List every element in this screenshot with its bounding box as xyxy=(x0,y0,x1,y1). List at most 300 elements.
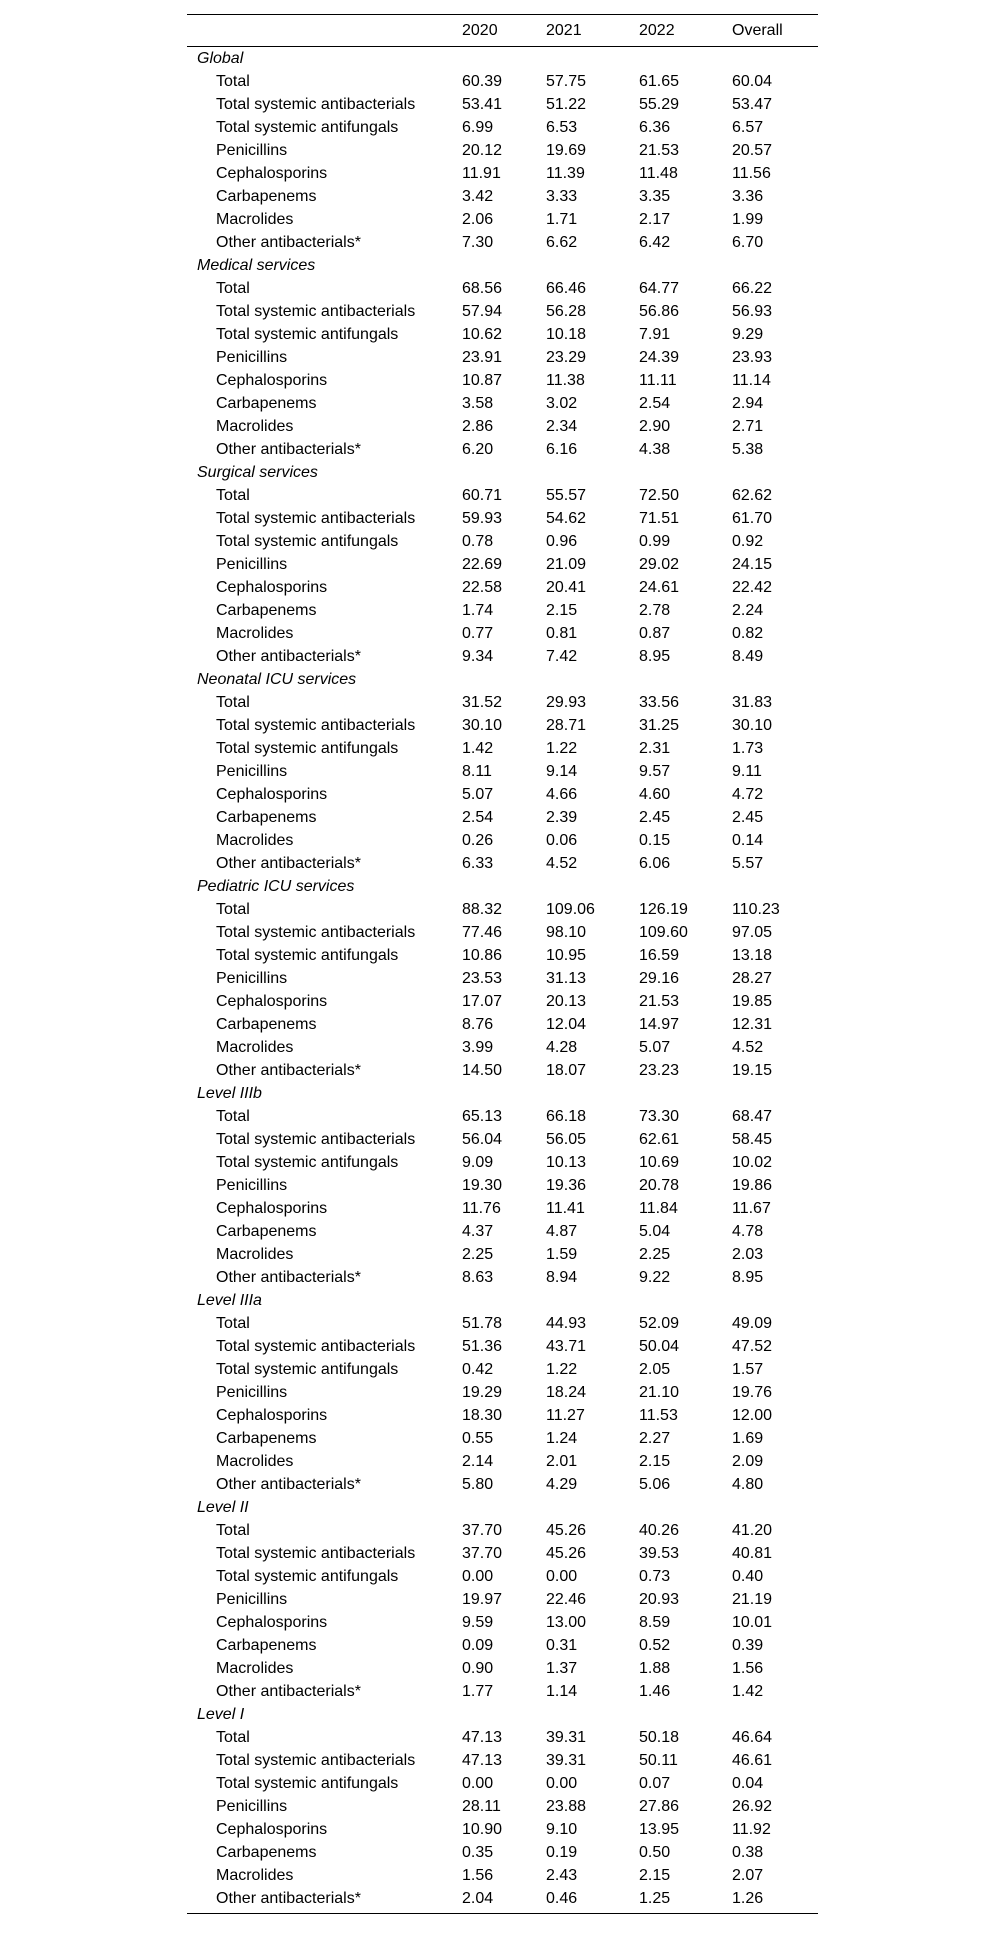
group-label: Pediatric ICU services xyxy=(197,878,355,895)
cell-overall: 53.47 xyxy=(732,96,773,113)
cell-overall: 12.00 xyxy=(732,1407,773,1424)
cell-2020: 0.35 xyxy=(462,1844,494,1861)
cell-2020: 4.37 xyxy=(462,1223,494,1240)
cell-overall: 24.15 xyxy=(732,556,773,573)
row-label: Carbapenems xyxy=(216,1223,317,1240)
cell-2021: 2.15 xyxy=(546,602,578,619)
table-row xyxy=(187,990,818,1013)
cell-2022: 9.22 xyxy=(639,1269,671,1286)
cell-overall: 6.70 xyxy=(732,234,764,251)
cell-overall: 31.83 xyxy=(732,694,773,711)
cell-2022: 50.18 xyxy=(639,1729,680,1746)
cell-2022: 2.31 xyxy=(639,740,671,757)
cell-2022: 0.73 xyxy=(639,1568,671,1585)
cell-2020: 0.09 xyxy=(462,1637,494,1654)
table-row xyxy=(187,737,818,760)
row-label: Total xyxy=(216,694,250,711)
cell-2022: 16.59 xyxy=(639,947,680,964)
cell-overall: 9.11 xyxy=(732,763,762,780)
cell-2020: 60.71 xyxy=(462,487,503,504)
row-label: Total xyxy=(216,1108,250,1125)
row-label: Total xyxy=(216,1729,250,1746)
cell-overall: 66.22 xyxy=(732,280,773,297)
cell-2020: 19.30 xyxy=(462,1177,503,1194)
table-row xyxy=(187,1427,818,1450)
cell-2022: 126.19 xyxy=(639,901,688,918)
cell-overall: 4.72 xyxy=(732,786,764,803)
row-label: Cephalosporins xyxy=(216,1821,328,1838)
table-row xyxy=(187,1749,818,1772)
cell-2022: 2.54 xyxy=(639,395,671,412)
row-label: Macrolides xyxy=(216,625,294,642)
cell-2020: 10.90 xyxy=(462,1821,503,1838)
table-row xyxy=(187,645,818,668)
table-row xyxy=(187,622,818,645)
cell-2022: 72.50 xyxy=(639,487,680,504)
cell-overall: 3.36 xyxy=(732,188,764,205)
row-label: Macrolides xyxy=(216,1453,294,1470)
table-row xyxy=(187,438,818,461)
cell-2020: 22.58 xyxy=(462,579,503,596)
row-label: Other antibacterials* xyxy=(216,1683,361,1700)
cell-2021: 18.07 xyxy=(546,1062,587,1079)
cell-2022: 0.99 xyxy=(639,533,671,550)
cell-2022: 52.09 xyxy=(639,1315,680,1332)
cell-2022: 6.36 xyxy=(639,119,671,136)
row-label: Total systemic antifungals xyxy=(216,740,399,757)
cell-2021: 11.41 xyxy=(546,1200,585,1217)
row-label: Total systemic antibacterials xyxy=(216,96,416,113)
row-label: Total systemic antibacterials xyxy=(216,303,416,320)
table-row xyxy=(187,93,818,116)
cell-2021: 39.31 xyxy=(546,1729,587,1746)
cell-2022: 2.17 xyxy=(639,211,671,228)
cell-2020: 56.04 xyxy=(462,1131,503,1148)
cell-2021: 10.18 xyxy=(546,326,587,343)
cell-2022: 11.48 xyxy=(639,165,678,182)
table-row xyxy=(187,1220,818,1243)
cell-2022: 1.88 xyxy=(639,1660,671,1677)
row-label: Penicillins xyxy=(216,1177,288,1194)
cell-2021: 56.28 xyxy=(546,303,587,320)
cell-2021: 6.53 xyxy=(546,119,578,136)
cell-2022: 2.78 xyxy=(639,602,671,619)
table-row xyxy=(187,967,818,990)
cell-2021: 9.14 xyxy=(546,763,578,780)
group-label: Level IIIa xyxy=(197,1292,262,1309)
cell-2021: 7.42 xyxy=(546,648,578,665)
row-label: Total xyxy=(216,1522,250,1539)
cell-2022: 71.51 xyxy=(639,510,680,527)
cell-overall: 2.07 xyxy=(732,1867,764,1884)
cell-2021: 6.16 xyxy=(546,441,578,458)
row-label: Penicillins xyxy=(216,556,288,573)
table-row xyxy=(187,70,818,93)
table-row xyxy=(187,1335,818,1358)
cell-2022: 2.90 xyxy=(639,418,671,435)
cell-overall: 30.10 xyxy=(732,717,773,734)
cell-overall: 49.09 xyxy=(732,1315,773,1332)
cell-2021: 9.10 xyxy=(546,1821,578,1838)
table-row xyxy=(187,760,818,783)
cell-2020: 10.86 xyxy=(462,947,503,964)
group-label: Level I xyxy=(197,1706,245,1723)
table-row xyxy=(187,1864,818,1887)
cell-2021: 23.88 xyxy=(546,1798,587,1815)
table-row xyxy=(187,162,818,185)
cell-2021: 4.87 xyxy=(546,1223,578,1240)
table-row xyxy=(187,1611,818,1634)
cell-2020: 1.77 xyxy=(462,1683,494,1700)
cell-2021: 12.04 xyxy=(546,1016,587,1033)
cell-2022: 0.07 xyxy=(639,1775,671,1792)
cell-2020: 37.70 xyxy=(462,1545,503,1562)
cell-2022: 8.95 xyxy=(639,648,671,665)
group-label: Surgical services xyxy=(197,464,318,481)
table-row xyxy=(187,1634,818,1657)
cell-2020: 7.30 xyxy=(462,234,494,251)
row-label: Macrolides xyxy=(216,211,294,228)
cell-2022: 24.61 xyxy=(639,579,680,596)
cell-2022: 7.91 xyxy=(639,326,671,343)
cell-overall: 22.42 xyxy=(732,579,773,596)
cell-2022: 23.23 xyxy=(639,1062,680,1079)
cell-overall: 9.29 xyxy=(732,326,764,343)
table-row xyxy=(187,829,818,852)
cell-2021: 0.81 xyxy=(546,625,578,642)
cell-2022: 29.16 xyxy=(639,970,680,987)
group-header-row xyxy=(187,875,818,898)
cell-2020: 1.74 xyxy=(462,602,494,619)
group-header-row xyxy=(187,1082,818,1105)
cell-2021: 10.13 xyxy=(546,1154,587,1171)
cell-2021: 11.38 xyxy=(546,372,585,389)
cell-overall: 6.57 xyxy=(732,119,764,136)
row-label: Macrolides xyxy=(216,1867,294,1884)
cell-2020: 23.91 xyxy=(462,349,503,366)
cell-2022: 2.27 xyxy=(639,1430,671,1447)
cell-2022: 0.87 xyxy=(639,625,671,642)
table-row xyxy=(187,783,818,806)
cell-2021: 43.71 xyxy=(546,1338,587,1355)
header-label-column xyxy=(187,15,462,47)
row-label: Penicillins xyxy=(216,763,288,780)
cell-2021: 19.69 xyxy=(546,142,587,159)
cell-2022: 3.35 xyxy=(639,188,671,205)
cell-2020: 18.30 xyxy=(462,1407,503,1424)
cell-2022: 4.60 xyxy=(639,786,671,803)
group-label: Neonatal ICU services xyxy=(197,671,357,688)
cell-2021: 29.93 xyxy=(546,694,587,711)
cell-2021: 1.22 xyxy=(546,740,578,757)
table-row xyxy=(187,1772,818,1795)
cell-2020: 47.13 xyxy=(462,1729,503,1746)
cell-overall: 21.19 xyxy=(732,1591,773,1608)
cell-2020: 2.04 xyxy=(462,1890,494,1907)
cell-2020: 2.14 xyxy=(462,1453,494,1470)
cell-overall: 41.20 xyxy=(732,1522,773,1539)
cell-2022: 0.52 xyxy=(639,1637,671,1654)
cell-2022: 9.57 xyxy=(639,763,671,780)
group-label: Level IIIb xyxy=(197,1085,262,1102)
cell-2021: 109.06 xyxy=(546,901,595,918)
cell-overall: 12.31 xyxy=(732,1016,773,1033)
cell-2020: 11.91 xyxy=(462,165,501,182)
cell-2021: 45.26 xyxy=(546,1522,587,1539)
cell-2022: 73.30 xyxy=(639,1108,680,1125)
cell-overall: 46.64 xyxy=(732,1729,773,1746)
row-label: Macrolides xyxy=(216,832,294,849)
table-row xyxy=(187,1358,818,1381)
table-row xyxy=(187,806,818,829)
cell-2022: 20.93 xyxy=(639,1591,680,1608)
cell-2021: 2.01 xyxy=(546,1453,578,1470)
cell-2020: 0.55 xyxy=(462,1430,494,1447)
cell-2020: 10.87 xyxy=(462,372,503,389)
data-table-container xyxy=(187,14,818,1914)
cell-2020: 20.12 xyxy=(462,142,503,159)
cell-2021: 66.46 xyxy=(546,280,587,297)
cell-overall: 1.26 xyxy=(732,1890,764,1907)
cell-overall: 2.71 xyxy=(732,418,764,435)
row-label: Penicillins xyxy=(216,970,288,987)
cell-overall: 5.38 xyxy=(732,441,764,458)
cell-2022: 27.86 xyxy=(639,1798,680,1815)
cell-2021: 2.43 xyxy=(546,1867,578,1884)
cell-2022: 24.39 xyxy=(639,349,680,366)
cell-2022: 10.69 xyxy=(639,1154,680,1171)
cell-2020: 0.00 xyxy=(462,1775,494,1792)
cell-2020: 5.80 xyxy=(462,1476,494,1493)
cell-overall: 0.04 xyxy=(732,1775,764,1792)
cell-2020: 23.53 xyxy=(462,970,503,987)
table-row xyxy=(187,415,818,438)
row-label: Total xyxy=(216,901,250,918)
group-header-row xyxy=(187,254,818,277)
row-label: Other antibacterials* xyxy=(216,234,361,251)
cell-2020: 47.13 xyxy=(462,1752,503,1769)
cell-2021: 0.06 xyxy=(546,832,578,849)
cell-2022: 50.11 xyxy=(639,1752,678,1769)
cell-2022: 1.25 xyxy=(639,1890,671,1907)
table-row xyxy=(187,576,818,599)
row-label: Total systemic antibacterials xyxy=(216,1131,416,1148)
cell-2021: 4.29 xyxy=(546,1476,578,1493)
cell-2021: 4.66 xyxy=(546,786,578,803)
row-label: Cephalosporins xyxy=(216,579,328,596)
table-row xyxy=(187,1450,818,1473)
table-row xyxy=(187,1795,818,1818)
cell-2020: 68.56 xyxy=(462,280,503,297)
cell-2022: 4.38 xyxy=(639,441,671,458)
row-label: Other antibacterials* xyxy=(216,1476,361,1493)
table-row xyxy=(187,1680,818,1703)
row-label: Other antibacterials* xyxy=(216,648,361,665)
cell-2020: 6.33 xyxy=(462,855,494,872)
cell-2022: 2.15 xyxy=(639,1867,671,1884)
cell-2022: 62.61 xyxy=(639,1131,680,1148)
cell-overall: 2.24 xyxy=(732,602,764,619)
cell-2022: 5.06 xyxy=(639,1476,671,1493)
cell-2020: 2.06 xyxy=(462,211,494,228)
row-label: Carbapenems xyxy=(216,1016,317,1033)
table-row xyxy=(187,392,818,415)
cell-overall: 46.61 xyxy=(732,1752,773,1769)
row-label: Cephalosporins xyxy=(216,1407,328,1424)
header-2020: 2020 xyxy=(462,22,498,39)
cell-2022: 56.86 xyxy=(639,303,680,320)
cell-overall: 19.86 xyxy=(732,1177,773,1194)
table-row xyxy=(187,300,818,323)
cell-overall: 19.85 xyxy=(732,993,773,1010)
cell-2020: 8.63 xyxy=(462,1269,494,1286)
cell-overall: 11.14 xyxy=(732,372,771,389)
table-row xyxy=(187,116,818,139)
cell-2021: 45.26 xyxy=(546,1545,587,1562)
table-row xyxy=(187,484,818,507)
cell-overall: 62.62 xyxy=(732,487,773,504)
row-label: Total systemic antifungals xyxy=(216,1568,399,1585)
row-label: Penicillins xyxy=(216,349,288,366)
table-row xyxy=(187,1473,818,1496)
cell-overall: 1.99 xyxy=(732,211,764,228)
cell-2021: 19.36 xyxy=(546,1177,587,1194)
cell-2020: 6.99 xyxy=(462,119,494,136)
cell-overall: 26.92 xyxy=(732,1798,773,1815)
group-header-row xyxy=(187,668,818,691)
cell-2022: 64.77 xyxy=(639,280,680,297)
table-row xyxy=(187,1036,818,1059)
cell-2021: 44.93 xyxy=(546,1315,587,1332)
cell-2020: 0.42 xyxy=(462,1361,494,1378)
cell-2020: 0.00 xyxy=(462,1568,494,1585)
cell-overall: 110.23 xyxy=(732,901,780,918)
cell-2022: 8.59 xyxy=(639,1614,671,1631)
cell-2021: 1.22 xyxy=(546,1361,578,1378)
group-label: Global xyxy=(197,50,244,67)
table-row xyxy=(187,1128,818,1151)
row-label: Cephalosporins xyxy=(216,993,328,1010)
cell-2022: 11.84 xyxy=(639,1200,678,1217)
row-label: Total systemic antibacterials xyxy=(216,1338,416,1355)
cell-2021: 2.39 xyxy=(546,809,578,826)
cell-overall: 56.93 xyxy=(732,303,773,320)
cell-2021: 55.57 xyxy=(546,487,587,504)
cell-2022: 40.26 xyxy=(639,1522,680,1539)
row-label: Total systemic antifungals xyxy=(216,947,399,964)
row-label: Penicillins xyxy=(216,142,288,159)
cell-overall: 1.57 xyxy=(732,1361,764,1378)
cell-overall: 0.14 xyxy=(732,832,764,849)
row-label: Carbapenems xyxy=(216,188,317,205)
cell-2022: 6.42 xyxy=(639,234,671,251)
cell-2020: 1.56 xyxy=(462,1867,494,1884)
table-row xyxy=(187,1565,818,1588)
cell-2020: 28.11 xyxy=(462,1798,501,1815)
row-label: Penicillins xyxy=(216,1798,288,1815)
table-row xyxy=(187,1151,818,1174)
cell-2022: 50.04 xyxy=(639,1338,680,1355)
cell-2022: 5.04 xyxy=(639,1223,671,1240)
cell-2021: 31.13 xyxy=(546,970,587,987)
cell-2020: 65.13 xyxy=(462,1108,503,1125)
cell-overall: 1.42 xyxy=(732,1683,764,1700)
row-label: Total systemic antifungals xyxy=(216,1154,399,1171)
row-label: Total systemic antifungals xyxy=(216,119,399,136)
table-row xyxy=(187,208,818,231)
cell-2020: 77.46 xyxy=(462,924,503,941)
cell-2021: 1.14 xyxy=(546,1683,578,1700)
table-row xyxy=(187,714,818,737)
cell-2020: 5.07 xyxy=(462,786,494,803)
cell-overall: 47.52 xyxy=(732,1338,773,1355)
cell-2021: 3.02 xyxy=(546,395,578,412)
cell-overall: 13.18 xyxy=(732,947,773,964)
row-label: Total systemic antifungals xyxy=(216,1361,399,1378)
cell-overall: 2.45 xyxy=(732,809,764,826)
row-label: Macrolides xyxy=(216,1039,294,1056)
cell-overall: 1.73 xyxy=(732,740,764,757)
cell-overall: 2.94 xyxy=(732,395,764,412)
cell-overall: 58.45 xyxy=(732,1131,773,1148)
table-row xyxy=(187,898,818,921)
table-row xyxy=(187,599,818,622)
cell-2022: 33.56 xyxy=(639,694,680,711)
table-row xyxy=(187,1105,818,1128)
cell-2021: 39.31 xyxy=(546,1752,587,1769)
cell-overall: 40.81 xyxy=(732,1545,773,1562)
row-label: Other antibacterials* xyxy=(216,1890,361,1907)
cell-2020: 17.07 xyxy=(462,993,503,1010)
cell-overall: 0.92 xyxy=(732,533,764,550)
cell-2020: 51.78 xyxy=(462,1315,503,1332)
row-label: Carbapenems xyxy=(216,395,317,412)
table-row xyxy=(187,1818,818,1841)
cell-2020: 6.20 xyxy=(462,441,494,458)
cell-2020: 57.94 xyxy=(462,303,503,320)
cell-2022: 21.10 xyxy=(639,1384,680,1401)
cell-2020: 2.25 xyxy=(462,1246,494,1263)
cell-2022: 2.45 xyxy=(639,809,671,826)
cell-2021: 28.71 xyxy=(546,717,587,734)
cell-overall: 28.27 xyxy=(732,970,773,987)
cell-2020: 31.52 xyxy=(462,694,503,711)
cell-2022: 39.53 xyxy=(639,1545,680,1562)
cell-2022: 2.05 xyxy=(639,1361,671,1378)
row-label: Total systemic antibacterials xyxy=(216,1545,416,1562)
cell-2020: 3.42 xyxy=(462,188,494,205)
row-label: Carbapenems xyxy=(216,1430,317,1447)
cell-2020: 3.58 xyxy=(462,395,494,412)
row-label: Total systemic antibacterials xyxy=(216,1752,416,1769)
table-row xyxy=(187,852,818,875)
group-header-row xyxy=(187,1703,818,1726)
cell-2020: 1.42 xyxy=(462,740,494,757)
cell-overall: 60.04 xyxy=(732,73,773,90)
cell-overall: 11.92 xyxy=(732,1821,771,1838)
cell-2021: 0.19 xyxy=(546,1844,578,1861)
cell-2021: 11.39 xyxy=(546,165,585,182)
cell-overall: 68.47 xyxy=(732,1108,773,1125)
cell-2021: 54.62 xyxy=(546,510,587,527)
table-row xyxy=(187,231,818,254)
cell-2022: 6.06 xyxy=(639,855,671,872)
row-label: Total xyxy=(216,73,250,90)
cell-2020: 11.76 xyxy=(462,1200,501,1217)
cell-overall: 19.15 xyxy=(732,1062,773,1079)
row-label: Carbapenems xyxy=(216,1637,317,1654)
table-row xyxy=(187,139,818,162)
